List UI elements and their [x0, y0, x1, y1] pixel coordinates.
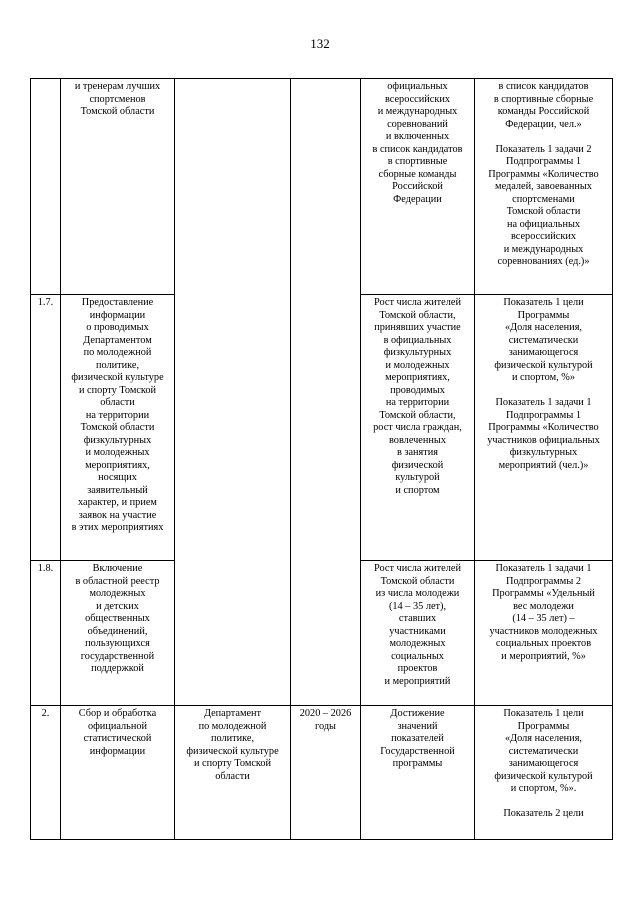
indicator-cell: Показатель 1 цели Программы «Доля населения, систематически занимающегося физической культурой и спортом, %» Показатель 1 задачи 1 Подпрограммы 1 Программы «Количество участников официальных физкультурных мероприятий (чел.)» [475, 295, 613, 561]
row-number: 2. [31, 706, 61, 840]
indicator-cell: Показатель 1 задачи 1 Подпрограммы 2 Программы «Удельный вес молодежи (14 – 35 лет) – участников молодежных социальных проектов и мероприятий, %» [475, 561, 613, 706]
activity-cell: Включение в областной реестр молодежных и детских общественных объединений, пользующихся государственной поддержкой [61, 561, 175, 706]
activity-cell: и тренерам лучших спортсменов Томской области [61, 79, 175, 295]
activity-cell: Сбор и обработка официальной статистической информации [61, 706, 175, 840]
row-number: 1.8. [31, 561, 61, 706]
row-number [31, 79, 61, 295]
program-table [30, 78, 613, 840]
period-cell: 2020 – 2026 годы [291, 706, 361, 840]
table-row [31, 79, 613, 295]
indicator-cell: Показатель 1 цели Программы «Доля населения, систематически занимающегося физической культурой и спортом, %». Показатель 2 цели [475, 706, 613, 840]
page-number: 132 [310, 36, 330, 51]
executor-cell [175, 79, 291, 706]
period-cell [291, 79, 361, 706]
table-row [31, 706, 613, 840]
row-number: 1.7. [31, 295, 61, 561]
result-cell: Рост числа жителей Томской области, принявших участие в официальных физкультурных и молодежных мероприятиях, проводимых на территории Томской области, рост числа граждан, вовлеченных в занятия физической культурой и спортом [361, 295, 475, 561]
result-cell: Достижение значений показателей Государственной программы [361, 706, 475, 840]
result-cell: официальных всероссийских и международных соревнований и включенных в список кандидатов в спортивные сборные команды Российской Федерации [361, 79, 475, 295]
executor-cell: Департамент по молодежной политике, физической культуре и спорту Томской области [175, 706, 291, 840]
result-cell: Рост числа жителей Томской области из числа молодежи (14 – 35 лет), ставших участниками молодежных социальных проектов и мероприятий [361, 561, 475, 706]
activity-cell: Предоставление информации о проводимых Департаментом по молодежной политике, физической культуре и спорту Томской области на территории Томской области физкультурных и молодежных мероприятиях, носящих заявительный характер, и прием заявок на участие в этих мероприятиях [61, 295, 175, 561]
indicator-cell: в список кандидатов в спортивные сборные команды Российской Федерации, чел.» Показатель 1 задачи 2 Подпрограммы 1 Программы «Количество медалей, завоеванных спортсменами Томской области на официальных всероссийских и международных соревнованиях (ед.)» [475, 79, 613, 295]
